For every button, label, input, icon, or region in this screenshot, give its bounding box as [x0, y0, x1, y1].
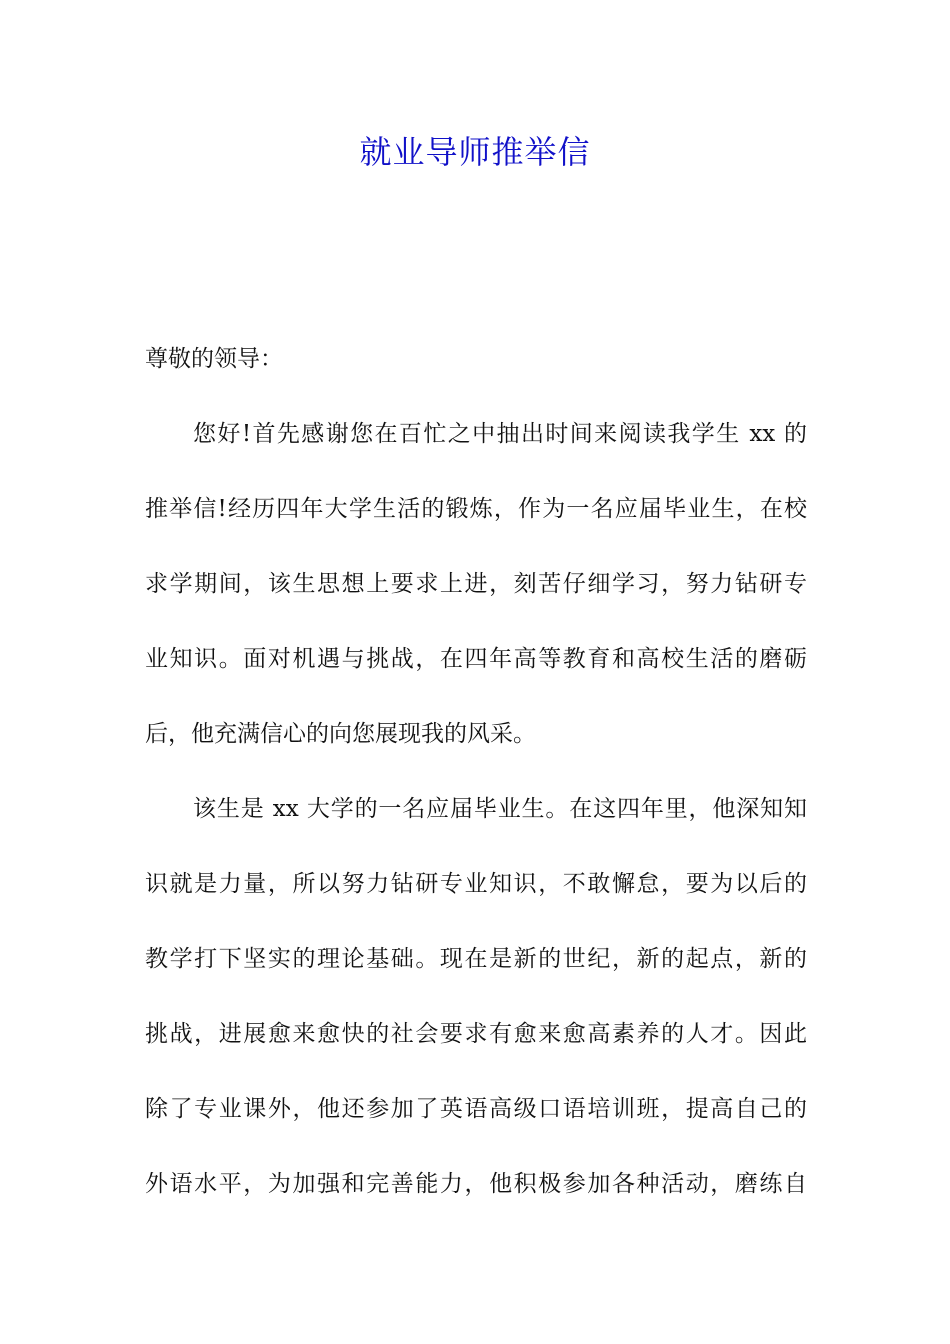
paragraph-line: 求学期间，该生思想上要求上进，刻苦仔细学习，努力钻研专 [145, 571, 807, 597]
paragraph-line: 挑战，进展愈来愈快的社会要求有愈来愈高素养的人才。因此 [145, 1021, 807, 1047]
paragraph-line: 外语水平，为加强和完善能力，他积极参加各种活动，磨练自 [145, 1171, 807, 1197]
paragraph-2 [145, 784, 807, 1234]
paragraph-line: 您好!首先感谢您在百忙之中抽出时间来阅读我学生 xx 的 [193, 421, 807, 447]
spacer [145, 384, 807, 409]
paragraph-line: 教学打下坚实的理论基础。现在是新的世纪，新的起点，新的 [145, 946, 807, 972]
paragraph-line: 业知识。面对机遇与挑战，在四年高等教育和高校生活的磨砺 [145, 646, 807, 672]
salutation: 尊敬的领导： [145, 346, 283, 372]
letter-body [145, 334, 807, 1234]
paragraph-line: 推举信!经历四年大学生活的锻炼，作为一名应届毕业生，在校 [145, 496, 807, 522]
paragraph-line: 识就是力量，所以努力钻研专业知识，不敢懈怠，要为以后的 [145, 871, 807, 897]
paragraph-line: 除了专业课外，他还参加了英语高级口语培训班，提高自己的 [145, 1096, 807, 1122]
paragraph-line: 该生是 xx 大学的一名应届毕业生。在这四年里，他深知知 [193, 796, 807, 822]
paragraph-1 [145, 409, 807, 784]
document-title: 就业导师推举信 [359, 133, 591, 171]
paragraph-line: 后，他充满信心的向您展现我的风采。 [145, 721, 536, 747]
